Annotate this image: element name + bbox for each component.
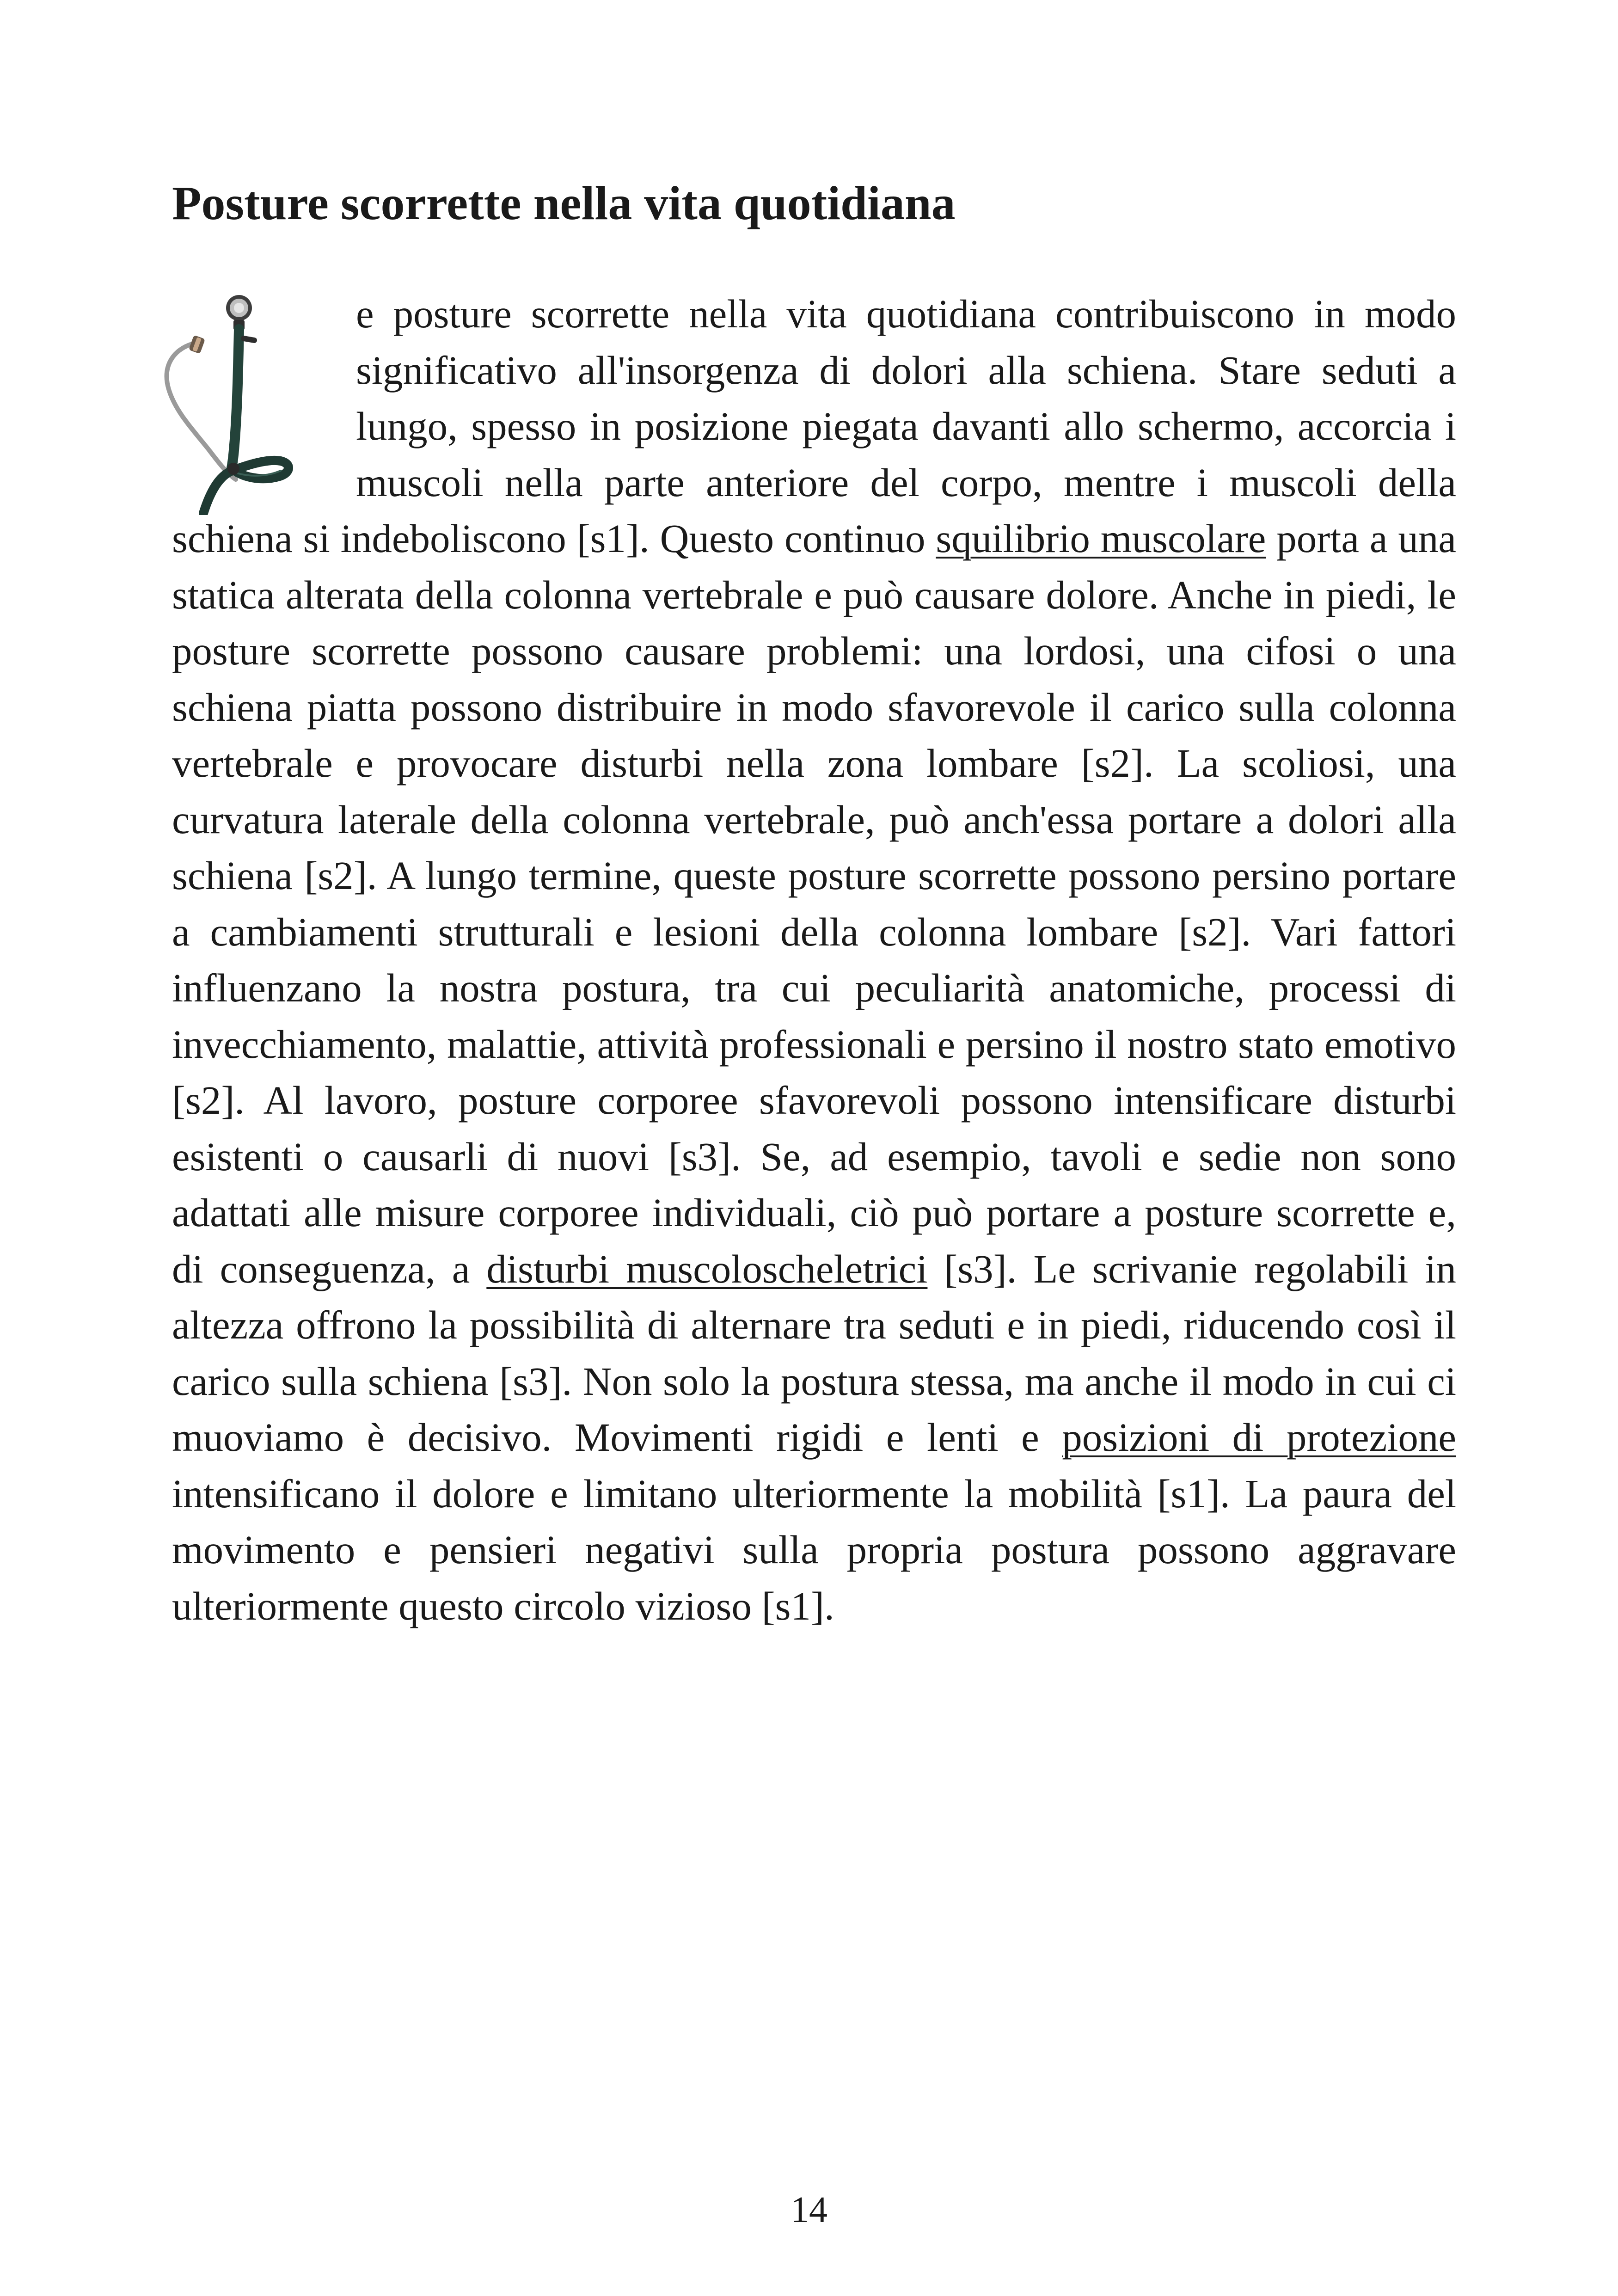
drop-cap-spacer [172,286,356,510]
term-link-posizioni-di-protezione[interactable]: posizioni di protezione [1062,1415,1456,1460]
text-segment: porta a una statica alterata della colonna vertebrale e può causare dolore. Anche in piedi, le posture scorrette possono causare problemi: una lordosi, una cifosi o una schiena piatta possono distribuire in modo sfavorevole il carico sulla colonna vertebrale e provocare disturbi nella zona lombare [s2]. La scoliosi, una curvatura laterale della colonna vertebrale, può anch'essa portare a dolori alla schiena [s2]. A lungo termine, queste posture scorrette possono persino portare a cambiamenti strutturali e lesioni della colonna lombare [s2]. Vari fattori influenzano la nostra postura, tra cui peculiarità anatomiche, processi di invecchiamento, malattie, attività professionali e persino il nostro stato emotivo [s2]. Al lavoro, posture corporee sfavorevoli possono intensificare disturbi esistenti o causarli di nuovi [s3]. Se, ad esempio, tavoli e sedie non sono adattati alle misure corporee individuali, ciò può portare a posture scorrette e, di conseguenza, a [172,516,1456,1291]
term-link-disturbi-muscoloscheletrici[interactable]: disturbi muscoloscheletrici [486,1246,928,1291]
page-number: 14 [791,2190,827,2230]
text-segment: intensificano il dolore e limitano ulteriormente la mobilità [s1]. La paura del movimento e pensieri negativi sulla propria postura possono aggravare ulteriormente questo circolo vizioso [s1]. [172,1471,1456,1628]
page-title: Posture scorrette nella vita quotidiana [172,177,956,230]
body-paragraph [172,286,1456,1634]
term-link-squilibrio-muscolare[interactable]: squilibrio muscolare [936,516,1266,561]
text-segment: [s3]. Le scrivanie regolabili in altezza offrono la possibilità di alternare tra seduti e in piedi, riducendo così il carico sulla schiena [s3]. Non solo la postura stessa, ma anche il modo in cui ci muoviamo è decisivo. Movimenti rigidi e lenti e [172,1246,1456,1460]
text-segment: e posture scorrette nella vita quotidiana contribuiscono in modo significativo all'insorgenza di dolori alla schiena. Stare seduti a lungo, spesso in posizione piegata davanti allo schermo, accorcia i muscoli nella parte anteriore del corpo, mentre i muscoli della schiena si indeboliscono [s1]. Questo continuo [172,291,1456,561]
